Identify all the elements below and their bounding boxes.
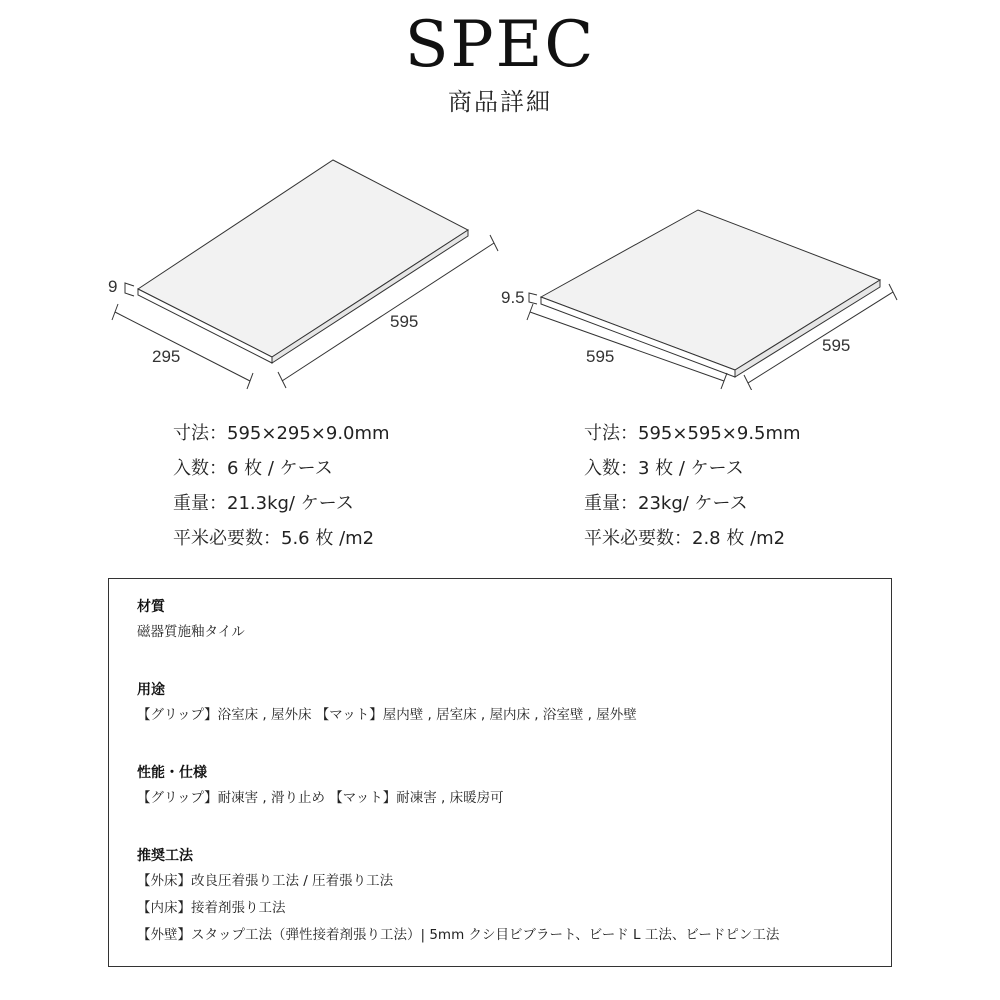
tile-diagram <box>0 130 1000 390</box>
tile-left-thickness-label: 9 <box>108 277 118 296</box>
spec-list-left <box>173 416 390 556</box>
spec-weight: 重量：21.3kg/ ケース <box>173 493 354 514</box>
method-exterior-floor: 【外床】改良圧着張り工法 / 圧着張り工法 <box>137 873 394 889</box>
usage-title: 用途 <box>137 682 165 698</box>
page-title: SPEC <box>404 8 596 82</box>
usage-text: 【グリップ】浴室床 , 屋外床 【マット】屋内壁 , 居室床 , 屋内床 , 浴室壁 , 屋外壁 <box>137 707 637 723</box>
spec-dimensions: 寸法：595×295×9.0mm <box>173 423 390 444</box>
spec-dimensions: 寸法：595×595×9.5mm <box>584 423 801 444</box>
spec-weight: 重量：23kg/ ケース <box>584 493 748 514</box>
method-interior-floor: 【内床】接着剤張り工法 <box>137 900 286 916</box>
performance-section <box>137 761 504 812</box>
performance-text: 【グリップ】耐凍害 , 滑り止め 【マット】耐凍害 , 床暖房可 <box>137 790 504 806</box>
method-title: 推奨工法 <box>137 848 193 864</box>
tile-left-top-face <box>138 160 468 357</box>
spec-per-sqm: 平米必要数：2.8 枚 /m2 <box>584 528 786 549</box>
material-text: 磁器質施釉タイル <box>137 624 245 640</box>
performance-title: 性能・仕様 <box>137 765 207 781</box>
tile-left-length-label: 595 <box>390 312 419 331</box>
page-subtitle: 商品詳細 <box>448 88 552 116</box>
tile-left-width-label: 295 <box>152 347 181 366</box>
material-title: 材質 <box>137 599 165 615</box>
spec-quantity: 入数：6 枚 / ケース <box>173 458 333 479</box>
usage-section <box>137 678 637 729</box>
spec-per-sqm: 平米必要数：5.6 枚 /m2 <box>173 528 375 549</box>
spec-list-right <box>584 416 801 556</box>
tile-right-length-label: 595 <box>822 336 851 355</box>
method-section <box>137 844 779 949</box>
tile-right-width-label: 595 <box>586 347 615 366</box>
tile-right-thickness-label: 9.5 <box>501 288 525 307</box>
method-exterior-wall: 【外壁】スタップ工法（弾性接着剤張り工法）| 5mm クシ目ビブラート、ビード L 工法、ビードピン工法 <box>137 927 780 943</box>
spec-quantity: 入数：3 枚 / ケース <box>584 458 744 479</box>
material-section <box>137 595 245 646</box>
product-details-box <box>108 578 892 967</box>
tile-right-drawing <box>527 210 897 390</box>
